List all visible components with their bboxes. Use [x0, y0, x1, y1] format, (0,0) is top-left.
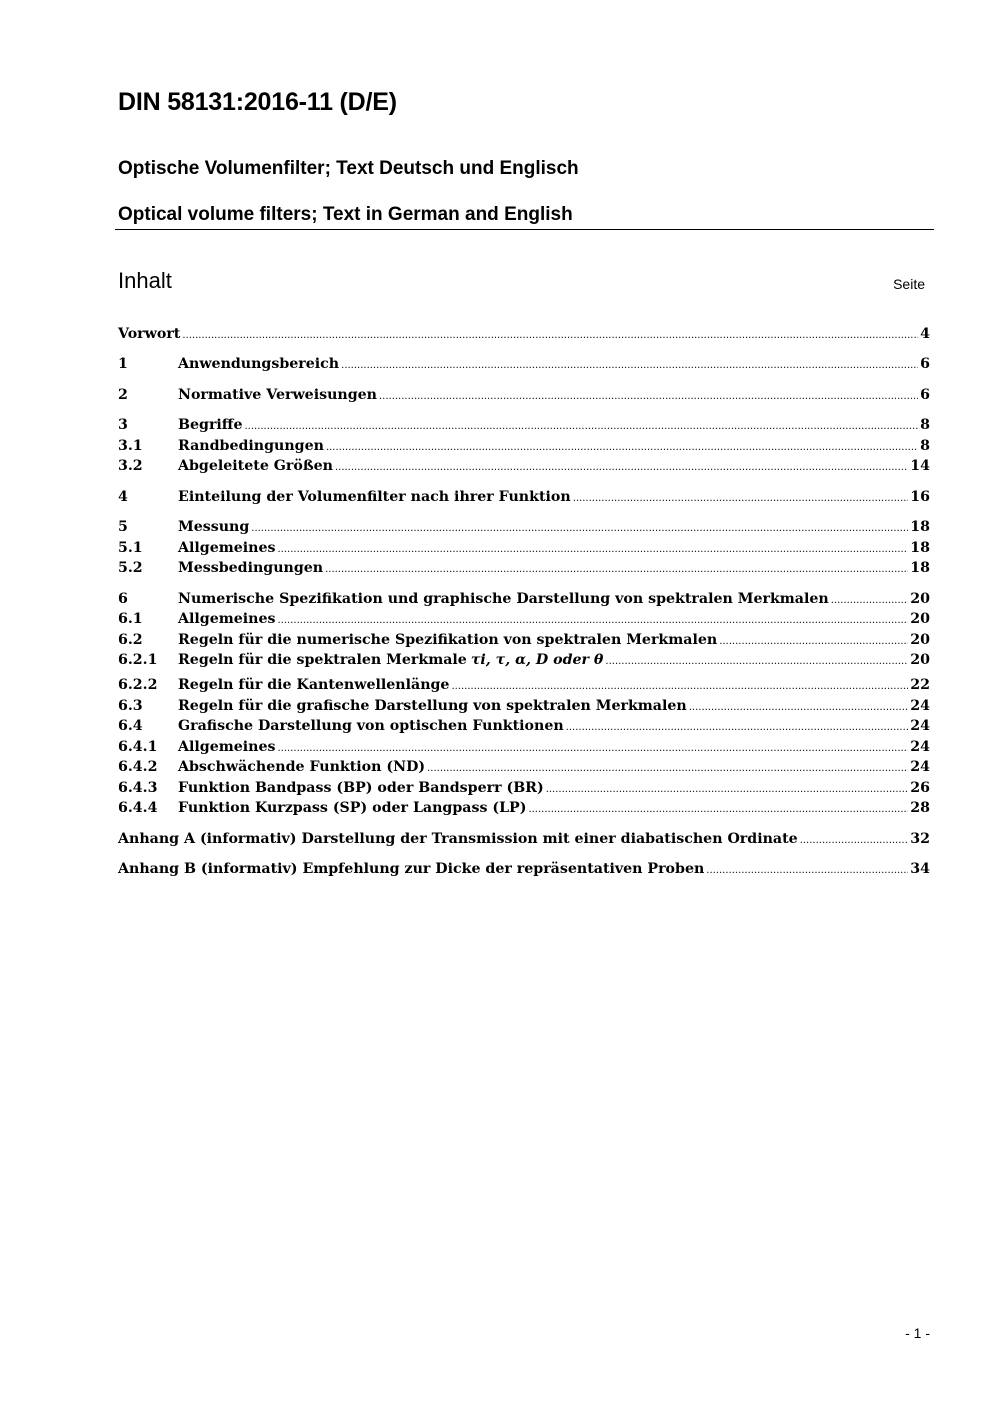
- toc-entry[interactable]: [118, 831, 930, 851]
- toc-entry-title: Anhang B (informativ) Empfehlung zur Dicke der repräsentativen Proben: [118, 861, 705, 877]
- toc-entry[interactable]: [118, 356, 930, 376]
- toc-entry-title: Allgemeines: [178, 611, 276, 627]
- toc-entry-number: 5.1: [118, 540, 143, 556]
- toc-entry[interactable]: [118, 677, 930, 697]
- toc-entry[interactable]: [118, 458, 930, 478]
- toc-entry-number: 6.4: [118, 718, 143, 734]
- toc-entry-number: 6.3: [118, 698, 143, 714]
- toc-entry-page: 18: [910, 519, 930, 535]
- toc-entry-page: 20: [910, 591, 930, 607]
- toc-entry-number: 6: [118, 591, 128, 607]
- toc-dot-leader: [182, 326, 918, 342]
- toc-entry-title: Anhang A (informativ) Darstellung der Transmission mit einer diabatischen Ordinate: [118, 831, 798, 847]
- toc-entry-page: 18: [910, 560, 930, 576]
- toc-heading: Inhalt: [118, 268, 172, 293]
- table-of-contents: [118, 0, 930, 1403]
- toc-entry-page: 22: [910, 677, 930, 693]
- toc-entry-page: 6: [920, 387, 930, 403]
- toc-entry[interactable]: [118, 417, 930, 437]
- toc-entry-number: 3.1: [118, 438, 143, 454]
- toc-entry-page: 24: [910, 698, 930, 714]
- toc-dot-leader: [278, 739, 909, 755]
- toc-entry[interactable]: [118, 387, 930, 407]
- toc-entry[interactable]: [118, 652, 930, 672]
- document-id: DIN 58131:2016-11 (D/E): [118, 88, 397, 116]
- toc-entry-page: 4: [920, 326, 930, 342]
- toc-entry-title: Grafische Darstellung von optischen Funktionen: [178, 718, 564, 734]
- toc-entry-title: Abschwächende Funktion (ND): [178, 759, 426, 775]
- toc-entry-title: Regeln für die numerische Spezifikation von spektralen Merkmalen: [178, 632, 718, 648]
- toc-entry-page: 8: [920, 417, 930, 433]
- toc-entry-number: 6.4.3: [118, 780, 158, 796]
- toc-entry-page: 14: [910, 458, 930, 474]
- toc-dot-leader: [325, 560, 908, 576]
- toc-entry-number: 6.4.4: [118, 800, 158, 816]
- toc-entry-page: 18: [910, 540, 930, 556]
- toc-entry-title: Regeln für die Kantenwellenlänge: [178, 677, 450, 693]
- toc-page-label: Seite: [893, 276, 925, 292]
- toc-entry[interactable]: [118, 632, 930, 652]
- toc-entry-page: 24: [910, 759, 930, 775]
- toc-dot-leader: [831, 591, 909, 607]
- toc-entry-page: 20: [910, 652, 930, 668]
- toc-entry[interactable]: [118, 560, 930, 580]
- toc-entry-number: 6.2.2: [118, 677, 158, 693]
- toc-dot-leader: [251, 519, 908, 535]
- toc-entry-title: Vorwort: [118, 326, 181, 342]
- toc-entry-title: Messung: [178, 519, 250, 535]
- toc-dot-leader: [528, 800, 908, 816]
- toc-entry[interactable]: [118, 718, 930, 738]
- toc-entry[interactable]: [118, 326, 930, 346]
- toc-entry-title: Funktion Kurzpass (SP) oder Langpass (LP): [178, 800, 527, 816]
- toc-entry-title: Funktion Bandpass (BP) oder Bandsperr (BR): [178, 780, 544, 796]
- toc-dot-leader: [379, 387, 918, 403]
- toc-dot-leader: [605, 652, 908, 668]
- toc-dot-leader: [244, 417, 918, 433]
- toc-entry-page: 20: [910, 611, 930, 627]
- toc-entry-number: 4: [118, 489, 128, 505]
- toc-dot-leader: [326, 438, 918, 454]
- toc-entry-number: 6.4.2: [118, 759, 158, 775]
- toc-entry[interactable]: [118, 861, 930, 881]
- toc-entry-page: 34: [910, 861, 930, 877]
- toc-entry[interactable]: [118, 780, 930, 800]
- toc-dot-leader: [719, 632, 908, 648]
- toc-entry-page: 20: [910, 632, 930, 648]
- toc-entry-title: Einteilung der Volumenfilter nach ihrer Funktion: [178, 489, 571, 505]
- toc-entry-title: Messbedingungen: [178, 560, 324, 576]
- toc-entry-number: 1: [118, 356, 128, 372]
- toc-entry[interactable]: [118, 698, 930, 718]
- toc-entry-title: Numerische Spezifikation und graphische Darstellung von spektralen Merkmalen: [178, 591, 829, 607]
- toc-entry[interactable]: [118, 438, 930, 458]
- title-german: Optische Volumenfilter; Text Deutsch und Englisch: [118, 158, 579, 179]
- toc-entry[interactable]: [118, 591, 930, 611]
- toc-entry-title: Abgeleitete Größen: [178, 458, 333, 474]
- toc-entry[interactable]: [118, 519, 930, 539]
- toc-entry[interactable]: [118, 489, 930, 509]
- toc-entry-number: 5.2: [118, 560, 143, 576]
- toc-dot-leader: [451, 677, 908, 693]
- toc-entry-symbols: τi, τ, α, D oder θ: [470, 652, 604, 668]
- toc-entry-title: Randbedingungen: [178, 438, 324, 454]
- toc-entry[interactable]: [118, 739, 930, 759]
- toc-entry-page: 28: [910, 800, 930, 816]
- toc-dot-leader: [566, 718, 909, 734]
- toc-entry-page: 8: [920, 438, 930, 454]
- toc-entry-title: Normative Verweisungen: [178, 387, 377, 403]
- toc-entry-title: Anwendungsbereich: [178, 356, 340, 372]
- toc-entry-page: 24: [910, 718, 930, 734]
- title-english: Optical volume filters; Text in German and English: [118, 204, 573, 225]
- toc-dot-leader: [573, 489, 909, 505]
- toc-dot-leader: [800, 831, 909, 847]
- toc-entry-page: 16: [910, 489, 930, 505]
- toc-entry[interactable]: [118, 800, 930, 820]
- toc-dot-leader: [427, 759, 908, 775]
- toc-entry[interactable]: [118, 611, 930, 631]
- toc-entry-number: 2: [118, 387, 128, 403]
- toc-dot-leader: [706, 861, 908, 877]
- toc-entry-title: Regeln für die spektralen Merkmale: [178, 652, 467, 668]
- toc-dot-leader: [546, 780, 909, 796]
- toc-dot-leader: [341, 356, 918, 372]
- toc-dot-leader: [689, 698, 909, 714]
- toc-entry-number: 6.2.1: [118, 652, 158, 668]
- toc-dot-leader: [278, 611, 909, 627]
- toc-entry-title: Regeln für die grafische Darstellung von spektralen Merkmalen: [178, 698, 687, 714]
- toc-entry-page: 26: [910, 780, 930, 796]
- toc-entry-number: 3: [118, 417, 128, 433]
- toc-entry-page: 32: [910, 831, 930, 847]
- toc-entry-number: 6.1: [118, 611, 143, 627]
- toc-dot-leader: [278, 540, 909, 556]
- toc-entry[interactable]: [118, 759, 930, 779]
- toc-dot-leader: [335, 458, 908, 474]
- toc-entry-number: 6.4.1: [118, 739, 158, 755]
- toc-entry-title: Begriffe: [178, 417, 243, 433]
- toc-entry[interactable]: [118, 540, 930, 560]
- toc-entry-number: 3.2: [118, 458, 143, 474]
- toc-entry-number: 6.2: [118, 632, 143, 648]
- toc-entry-page: 6: [920, 356, 930, 372]
- toc-entry-title: Allgemeines: [178, 540, 276, 556]
- toc-entry-page: 24: [910, 739, 930, 755]
- toc-entry-number: 5: [118, 519, 128, 535]
- toc-entry-title: Allgemeines: [178, 739, 276, 755]
- page-number: - 1 -: [905, 1325, 930, 1341]
